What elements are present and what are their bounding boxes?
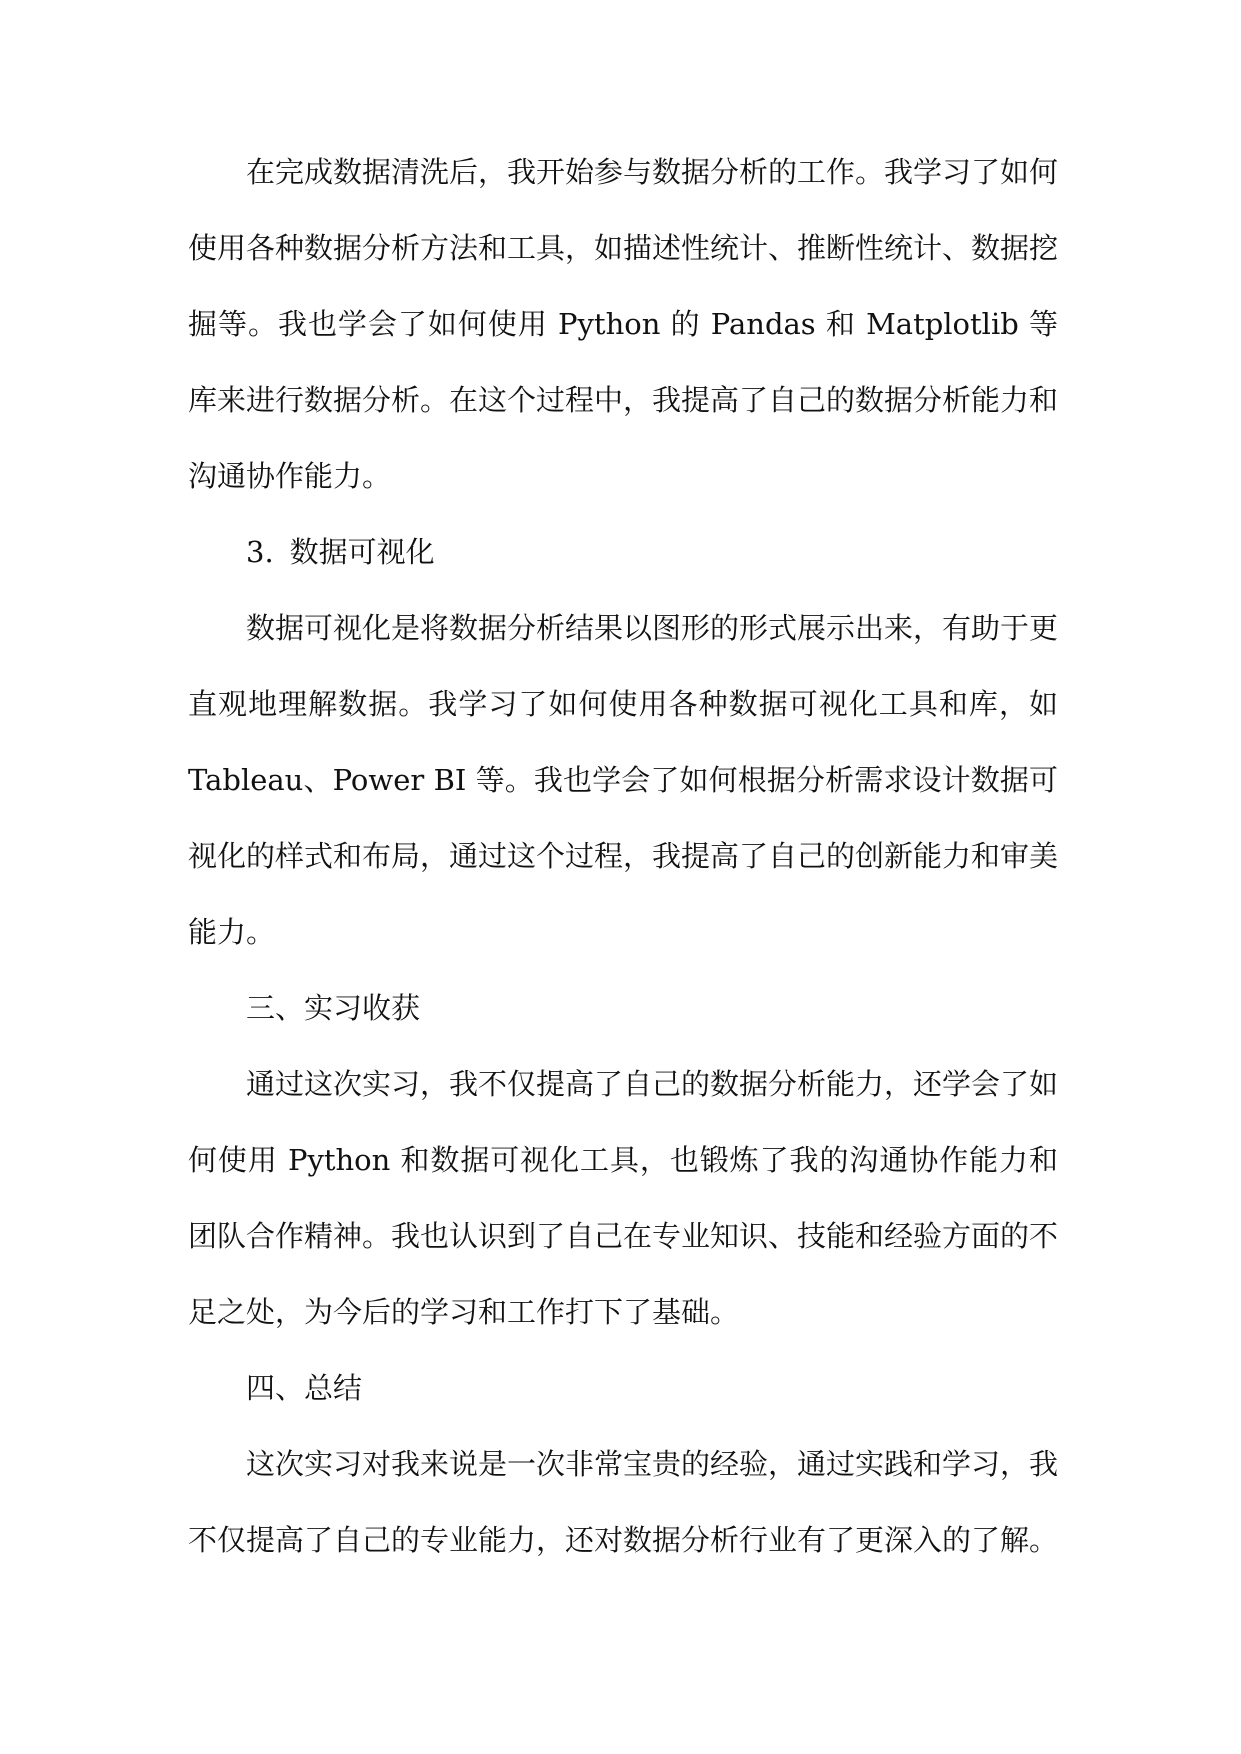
heading-summary: 四、总结 (246, 1371, 363, 1405)
paragraph-internship-gains: 通过这次实习，我不仅提高了自己的数据分析能力，还学会了如何使用 Python 和数据可视化工具，也锻炼了我的沟通协作能力和团队合作精神。我也认识到了自己在专业知识、技能和经验方面的不足之处，为今后的学习和工作打下了基础。 (188, 1067, 1059, 1329)
heading-data-visualization (188, 514, 1058, 590)
document-body (188, 134, 1058, 1578)
paragraph-data-analysis: 在完成数据清洗后，我开始参与数据分析的工作。我学习了如何使用各种数据分析方法和工具，如描述性统计、推断性统计、数据挖掘等。我也学会了如何使用 Python 的 Pandas 和 Matplotlib 等库来进行数据分析。在这个过程中，我提高了自己的数据分析能力和沟通协作能力。 (188, 155, 1059, 493)
paragraph-data-visualization: 数据可视化是将数据分析结果以图形的形式展示出来，有助于更直观地理解数据。我学习了如何使用各种数据可视化工具和库，如 Tableau、Power BI 等。我也学会了如何根据分析需求设计数据可视化的样式和布局，通过这个过程，我提高了自己的创新能力和审美能力。 (188, 611, 1059, 949)
heading-number: 3. (246, 535, 274, 569)
heading-internship-gains: 三、实习收获 (246, 991, 421, 1025)
heading-title: 数据可视化 (289, 535, 435, 569)
paragraph-summary: 这次实习对我来说是一次非常宝贵的经验，通过实践和学习，我不仅提高了自己的专业能力，还对数据分析行业有了更深入的了解。 (188, 1447, 1059, 1557)
